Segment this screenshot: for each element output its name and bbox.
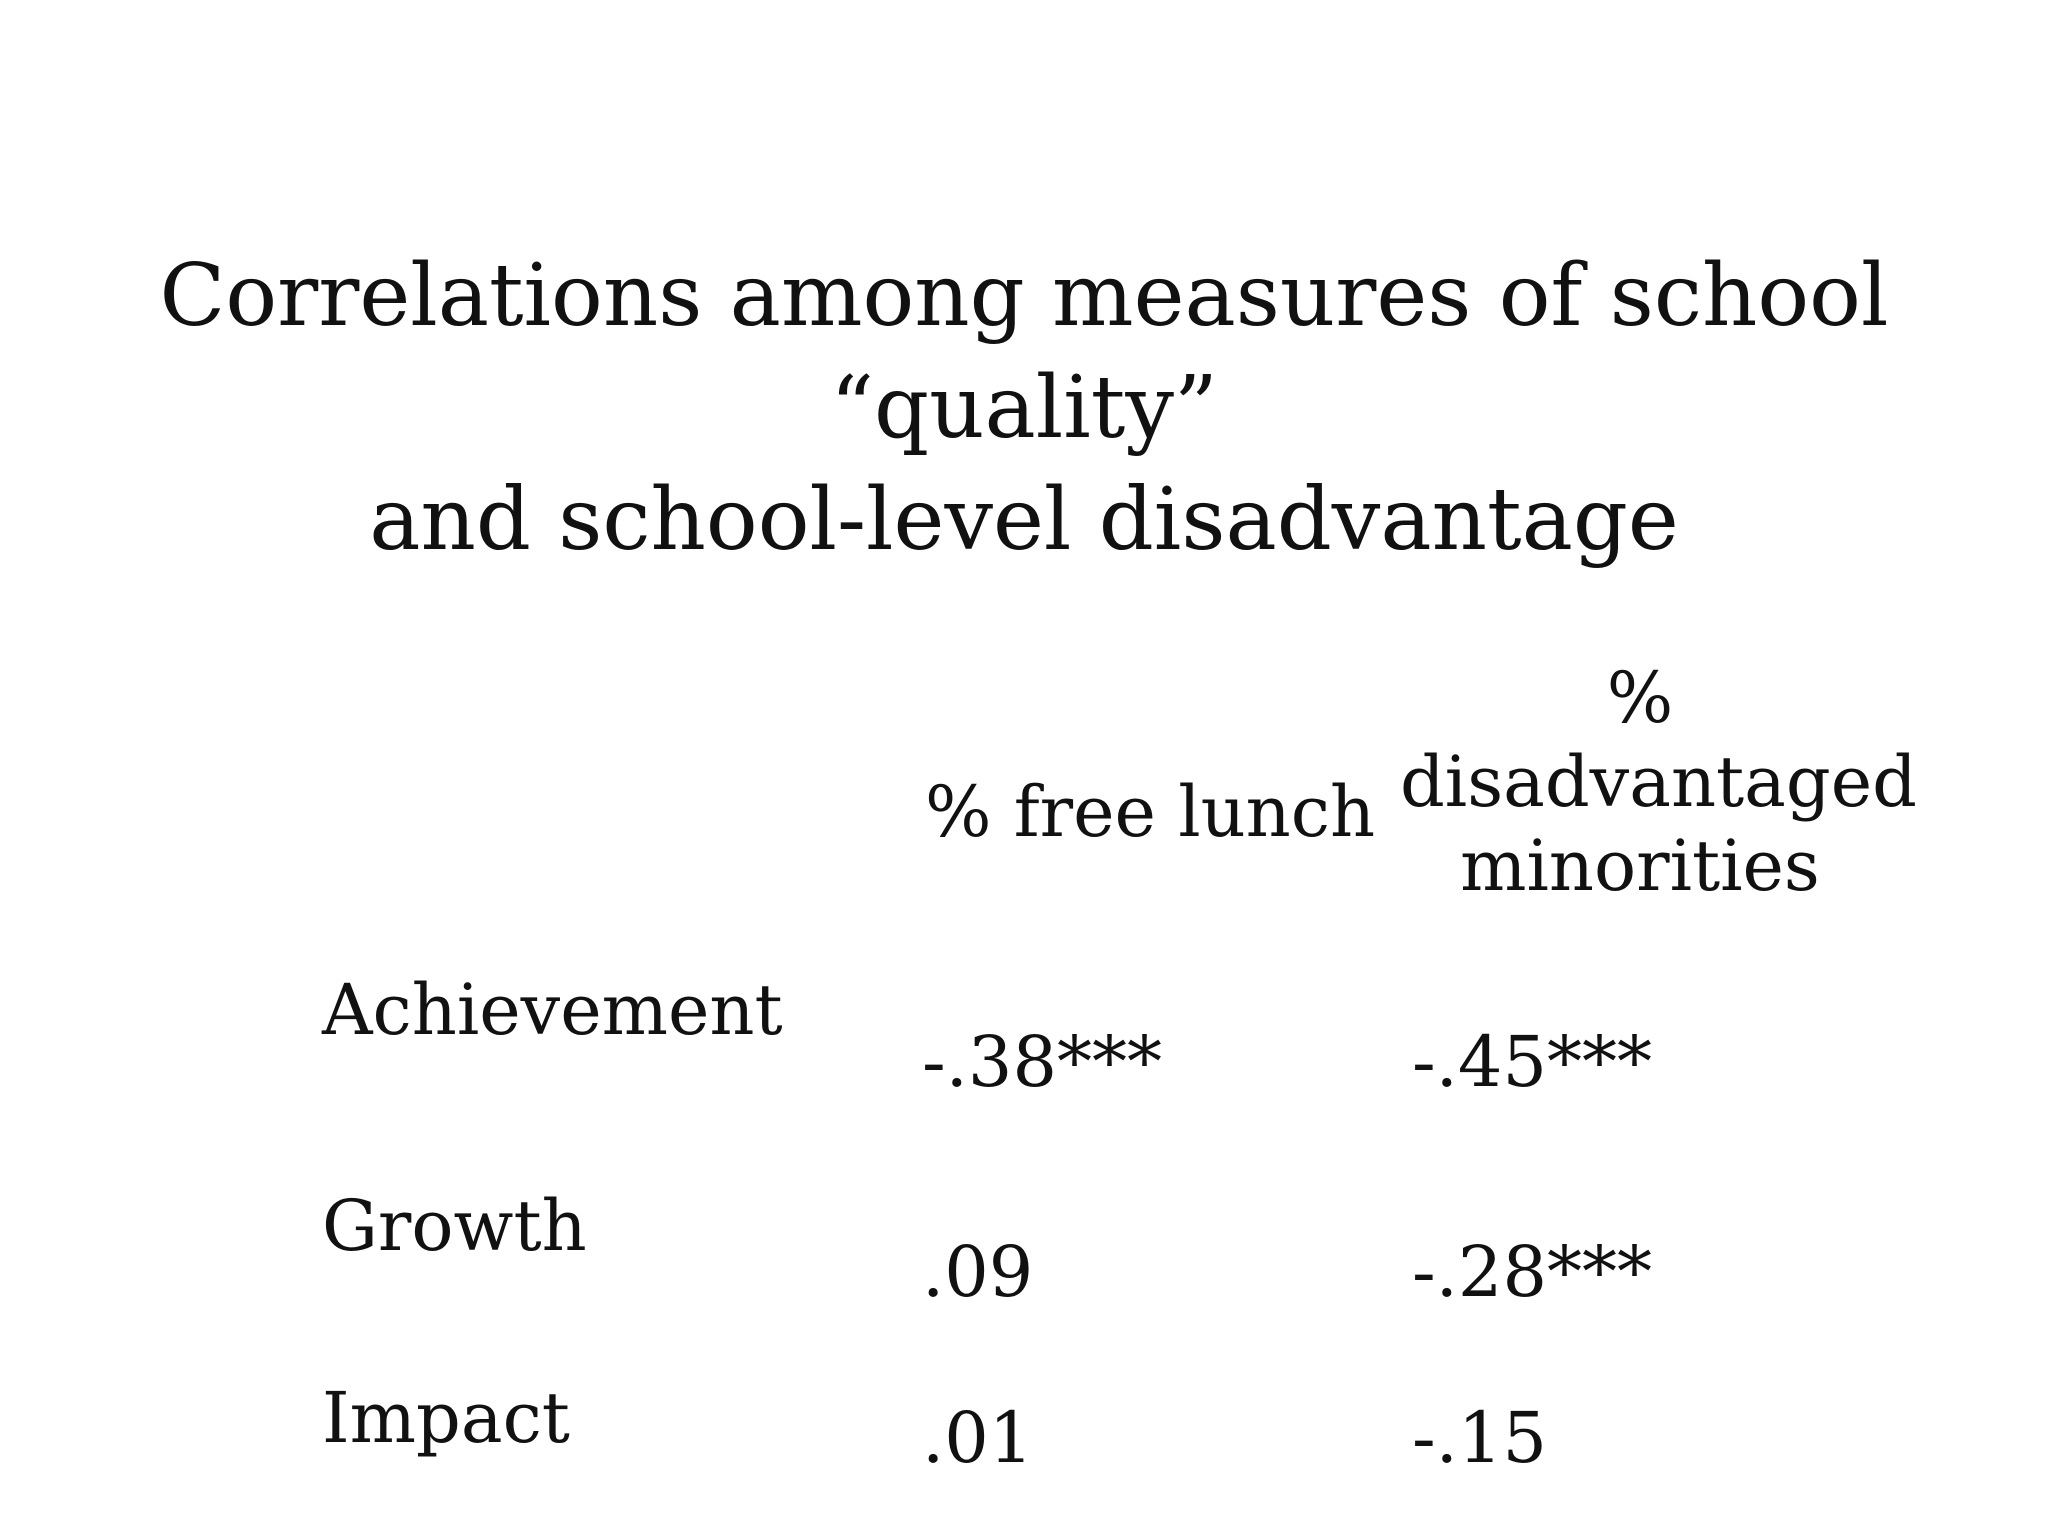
column-header-line: % [1606, 657, 1674, 739]
title-line-1: Correlations among measures of school “quality” [159, 246, 1889, 458]
slide-title [0, 240, 2048, 576]
row-label-growth: Growth [322, 1185, 587, 1267]
column-header-line: disadvantaged [1400, 741, 1917, 823]
column-header-line: % free lunch [924, 771, 1376, 853]
title-line-2: and school-level disadvantage [369, 470, 1679, 570]
cell-achievement-minorities: -.45*** [1412, 1021, 1652, 1103]
cell-growth-free-lunch: .09 [922, 1231, 1034, 1313]
column-header-disadvantaged-minorities [1400, 656, 1917, 908]
row-label-achievement: Achievement [322, 969, 783, 1051]
column-header-line: minorities [1460, 825, 1820, 907]
column-header-free-lunch [920, 770, 1380, 854]
row-label-impact: Impact [322, 1377, 570, 1459]
cell-impact-minorities: -.15 [1412, 1397, 1547, 1479]
cell-achievement-free-lunch: -.38*** [922, 1021, 1162, 1103]
cell-impact-free-lunch: .01 [922, 1397, 1034, 1479]
cell-growth-minorities: -.28*** [1412, 1231, 1652, 1313]
